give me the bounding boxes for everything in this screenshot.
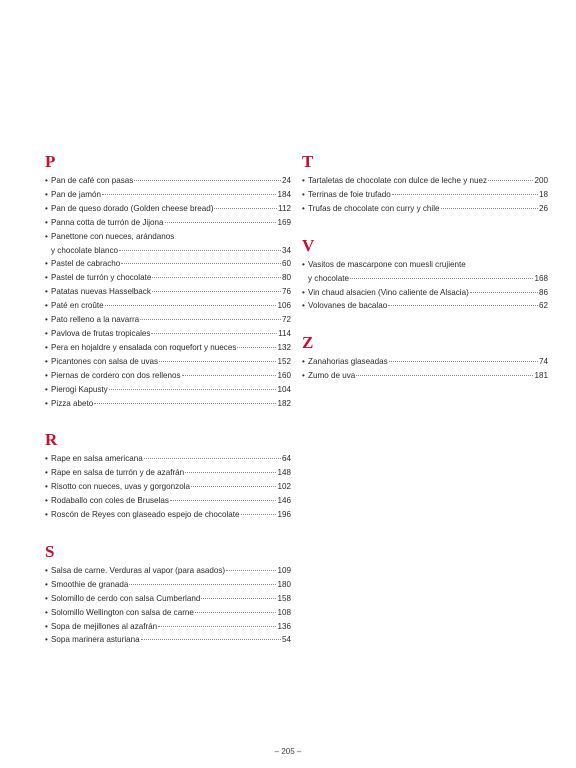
leader-dots: [350, 278, 534, 279]
entry-line: [45, 397, 291, 411]
index-entry: [45, 397, 291, 411]
entry-page-number: 62: [538, 301, 548, 311]
entry-page-number: 180: [277, 579, 291, 589]
entry-title: Tartaletas de chocolate con dulce de leche y nuez: [308, 176, 488, 185]
section-letter: S: [45, 541, 55, 561]
entry-page-number: 64: [281, 454, 291, 464]
leader-dots: [121, 263, 281, 264]
entry-line: [302, 174, 548, 188]
entry-title: Smoothie de granada: [51, 579, 129, 589]
entry-title: Sopa marinera asturiana: [51, 635, 140, 645]
entry-page-number: 184: [277, 189, 291, 199]
leader-dots: [141, 639, 281, 640]
leader-dots: [441, 208, 538, 209]
bullet: •: [45, 342, 48, 352]
entry-title: Pan de jamón: [51, 189, 101, 199]
leader-dots: [388, 305, 538, 306]
entry-title-continued: y chocolate: [308, 273, 349, 283]
entry-line: [45, 578, 291, 592]
index-entry: [45, 257, 291, 271]
entry-title: Pastel de cabracho: [51, 259, 121, 269]
entry-page-number: 72: [281, 315, 291, 325]
entry-page-number: 181: [534, 371, 548, 381]
section-letter: P: [45, 152, 56, 171]
index-entry: [45, 216, 291, 230]
bullet: •: [45, 579, 48, 589]
index-section-s: [45, 542, 291, 647]
entry-line: [45, 285, 291, 299]
leader-dots: [105, 305, 277, 306]
entry-page-number: 158: [277, 593, 291, 603]
entry-page-number: 169: [277, 217, 291, 227]
bullet: •: [45, 510, 48, 520]
entry-page-number: 148: [277, 468, 291, 478]
bullet: •: [45, 496, 48, 506]
entry-page-number: 168: [534, 273, 548, 283]
index-entry: [45, 592, 291, 606]
index-entry: [45, 466, 291, 480]
leader-dots: [134, 180, 281, 181]
entry-line: [45, 606, 291, 620]
entry-page-number: 102: [277, 482, 291, 492]
leader-dots: [195, 612, 277, 613]
entry-list: [302, 174, 548, 216]
entry-list: [45, 174, 291, 410]
entry-list: [45, 452, 291, 522]
index-entry: [45, 383, 291, 397]
entry-page-number: 114: [278, 328, 291, 338]
section-letter: T: [302, 152, 314, 171]
index-entry: [302, 258, 548, 286]
entry-line: [45, 494, 291, 508]
bullet: •: [45, 203, 48, 213]
bullet: •: [45, 454, 48, 464]
entry-line: [302, 272, 548, 286]
entry-page-number: 106: [277, 301, 291, 311]
entry-line: [302, 188, 548, 202]
entry-title: Volovanes de bacalao: [308, 301, 388, 311]
entry-page-number: 196: [277, 510, 291, 520]
bullet: •: [45, 356, 48, 366]
entry-page-number: 104: [277, 384, 291, 394]
index-entry: [302, 174, 548, 188]
entry-page-number: 26: [538, 203, 548, 213]
leader-dots: [119, 250, 281, 251]
index-entry: [45, 202, 291, 216]
index-column-right: [302, 152, 548, 403]
index-entry: [45, 285, 291, 299]
leader-dots: [392, 194, 538, 195]
bullet: •: [45, 176, 48, 185]
entry-line: [45, 633, 291, 647]
entry-title: Pavlova de frutas tropicales: [51, 328, 151, 338]
bullet: •: [45, 607, 48, 617]
entry-line: [45, 383, 291, 397]
index-entry: [45, 230, 291, 258]
leader-dots: [241, 514, 277, 515]
entry-title: Pastel de turrón y chocolate: [51, 273, 152, 283]
entry-list: [302, 258, 548, 314]
leader-dots: [356, 375, 533, 376]
entry-page-number: 24: [281, 176, 291, 185]
bullet: •: [45, 593, 48, 603]
leader-dots: [159, 361, 276, 362]
entry-line: [45, 299, 291, 313]
bullet: •: [45, 259, 48, 269]
index-entry: [45, 174, 291, 188]
bullet: •: [45, 231, 48, 241]
bullet: •: [45, 398, 48, 408]
leader-dots: [102, 194, 277, 195]
bullet: •: [45, 315, 48, 325]
leader-dots: [470, 292, 538, 293]
index-entry: [45, 188, 291, 202]
entry-line: [45, 257, 291, 271]
entry-page-number: 112: [278, 203, 291, 213]
bullet: •: [45, 328, 48, 338]
bullet: •: [45, 287, 48, 297]
entry-page-number: 160: [277, 370, 291, 380]
entry-line: [302, 355, 548, 369]
index-entry: [45, 633, 291, 647]
entry-page-number: 54: [281, 635, 291, 645]
entry-line: [45, 216, 291, 230]
entry-line: [45, 355, 291, 369]
index-entry: [45, 564, 291, 578]
index-section-t: [302, 152, 548, 216]
entry-title: Solomillo Wellington con salsa de carne: [51, 607, 194, 617]
entry-line: [302, 286, 548, 300]
index-entry: [45, 606, 291, 620]
entry-page-number: 108: [277, 607, 291, 617]
section-letter: Z: [302, 333, 314, 353]
entry-title: Rape en salsa americana: [51, 454, 143, 464]
bullet: •: [302, 301, 305, 311]
entry-line: [302, 299, 548, 313]
entry-title: Sopa de mejillones al azafrán: [51, 621, 158, 631]
leader-dots: [201, 598, 276, 599]
index-entry: [45, 271, 291, 285]
index-section-z: [302, 333, 548, 383]
entry-title: Paté en croûte: [51, 301, 104, 311]
index-entry: [45, 494, 291, 508]
entry-line: [45, 174, 291, 188]
bullet: •: [302, 189, 305, 199]
index-entry: [45, 480, 291, 494]
bullet: •: [302, 176, 305, 185]
entry-page-number: 109: [277, 565, 291, 575]
bullet: •: [302, 287, 305, 297]
entry-line: [45, 620, 291, 634]
entry-page-number: 34: [281, 245, 291, 255]
entry-title: Roscón de Reyes con glaseado espejo de chocolate: [51, 510, 240, 520]
bullet: •: [45, 635, 48, 645]
leader-dots: [94, 403, 276, 404]
entry-line: [45, 313, 291, 327]
index-entry: [302, 369, 548, 383]
bullet: •: [302, 357, 305, 367]
entry-page-number: 86: [538, 287, 548, 297]
bullet: •: [45, 621, 48, 631]
entry-line: [45, 341, 291, 355]
entry-list: [45, 564, 291, 647]
entry-title: Pierogi Kapusty: [51, 384, 108, 394]
entry-line: [45, 452, 291, 466]
index-entry: [302, 188, 548, 202]
entry-title: Pizza abeto: [51, 398, 94, 408]
entry-title: Terrinas de foie trufado: [308, 189, 391, 199]
index-entry: [45, 355, 291, 369]
entry-page-number: 146: [277, 496, 291, 506]
entry-title: Pera en hojaldre y ensalada con roquefort y nueces: [51, 342, 237, 352]
entry-line: [45, 369, 291, 383]
section-letter: R: [45, 430, 58, 450]
bullet: •: [302, 203, 305, 213]
bullet: •: [45, 301, 48, 311]
leader-dots: [129, 584, 276, 585]
entry-page-number: 60: [281, 259, 291, 269]
entry-line: [45, 202, 291, 216]
entry-title: Rodaballo con coles de Bruselas: [51, 496, 169, 506]
entry-title: Salsa de carne. Verduras al vapor (para asados): [51, 565, 226, 575]
leader-dots: [191, 486, 276, 487]
leader-dots: [226, 570, 276, 571]
entry-title: Solomillo de cerdo con salsa Cumberland: [51, 593, 201, 603]
entry-line: [45, 480, 291, 494]
leader-dots: [165, 222, 277, 223]
entry-title: Trufas de chocolate con curry y chile: [308, 203, 440, 213]
bullet: •: [45, 273, 48, 283]
index-entry: [302, 202, 548, 216]
entry-line: [45, 188, 291, 202]
bullet: •: [45, 189, 48, 199]
leader-dots: [237, 347, 276, 348]
leader-dots: [170, 500, 277, 501]
index-section-v: [302, 236, 548, 314]
index-entry: [45, 313, 291, 327]
entry-page-number: 132: [277, 342, 291, 352]
leader-dots: [152, 291, 281, 292]
entry-title-continued: y chocolate blanco: [51, 245, 119, 255]
leader-dots: [488, 180, 533, 181]
entry-title: Piernas de cordero con dos rellenos: [51, 370, 181, 380]
entry-line: [302, 202, 548, 216]
section-letter: V: [302, 235, 315, 255]
entry-line: [45, 327, 291, 341]
bullet: •: [45, 468, 48, 478]
entry-title: Pan de queso dorado (Golden cheese bread): [51, 203, 214, 213]
index-entry: [45, 452, 291, 466]
entry-title: Vin chaud alsacien (Vino caliente de Alsacia): [308, 287, 469, 297]
entry-title: Pan de café con pasas: [51, 176, 134, 185]
page-number: – 205 –: [274, 747, 302, 756]
index-section-p: [45, 152, 291, 410]
entry-title: Picantones con salsa de uvas: [51, 356, 159, 366]
entry-title: Rape en salsa de turrón y de azafrán: [51, 468, 185, 478]
entry-page-number: 18: [538, 189, 548, 199]
entry-title: Pato relleno a la navarra: [51, 315, 140, 325]
index-entry: [45, 327, 291, 341]
index-column-left: [45, 152, 291, 667]
leader-dots: [214, 208, 277, 209]
entry-title: Panna cotta de turrón de Jijona: [51, 217, 164, 227]
entry-page-number: 200: [534, 176, 548, 185]
bullet: •: [45, 217, 48, 227]
leader-dots: [389, 361, 538, 362]
entry-line: [45, 466, 291, 480]
leader-dots: [182, 375, 277, 376]
entry-page-number: 182: [277, 398, 291, 408]
entry-page-number: 152: [277, 356, 291, 366]
entry-list: [302, 355, 548, 383]
index-entry: [302, 355, 548, 369]
bullet: •: [45, 370, 48, 380]
leader-dots: [158, 626, 276, 627]
bullet: •: [302, 259, 305, 269]
bullet: •: [45, 384, 48, 394]
entry-line: [45, 244, 291, 258]
leader-dots: [140, 319, 281, 320]
index-entry: [45, 578, 291, 592]
index-entry: [302, 299, 548, 313]
bullet: •: [45, 482, 48, 492]
leader-dots: [151, 333, 277, 334]
bullet: •: [45, 565, 48, 575]
leader-dots: [109, 389, 277, 390]
entry-line: [45, 508, 291, 522]
entry-line: [45, 230, 291, 244]
leader-dots: [152, 277, 281, 278]
entry-title: Risotto con nueces, uvas y gorgonzola: [51, 482, 191, 492]
bullet: •: [302, 371, 305, 381]
entry-line: [302, 258, 548, 272]
entry-line: [45, 592, 291, 606]
index-entry: [45, 299, 291, 313]
index-entry: [45, 369, 291, 383]
entry-title: Zumo de uva: [308, 371, 356, 381]
entry-title: Zanahorias glaseadas: [308, 357, 388, 367]
entry-page-number: 80: [281, 273, 291, 283]
leader-dots: [144, 458, 281, 459]
leader-dots: [185, 472, 276, 473]
index-entry: [45, 620, 291, 634]
entry-line: [45, 271, 291, 285]
entry-page-number: 136: [277, 621, 291, 631]
entry-line: [45, 564, 291, 578]
index-section-r: [45, 430, 291, 522]
index-entry: [45, 508, 291, 522]
index-entry: [45, 341, 291, 355]
entry-title: Patatas nuevas Hasselback: [51, 287, 151, 297]
entry-line: [302, 369, 548, 383]
entry-title: Panettone con nueces, arándanos: [51, 231, 175, 241]
index-entry: [302, 286, 548, 300]
entry-page-number: 76: [281, 287, 291, 297]
entry-page-number: 74: [538, 357, 548, 367]
entry-title: Vasitos de mascarpone con muesli crujiente: [308, 259, 466, 269]
